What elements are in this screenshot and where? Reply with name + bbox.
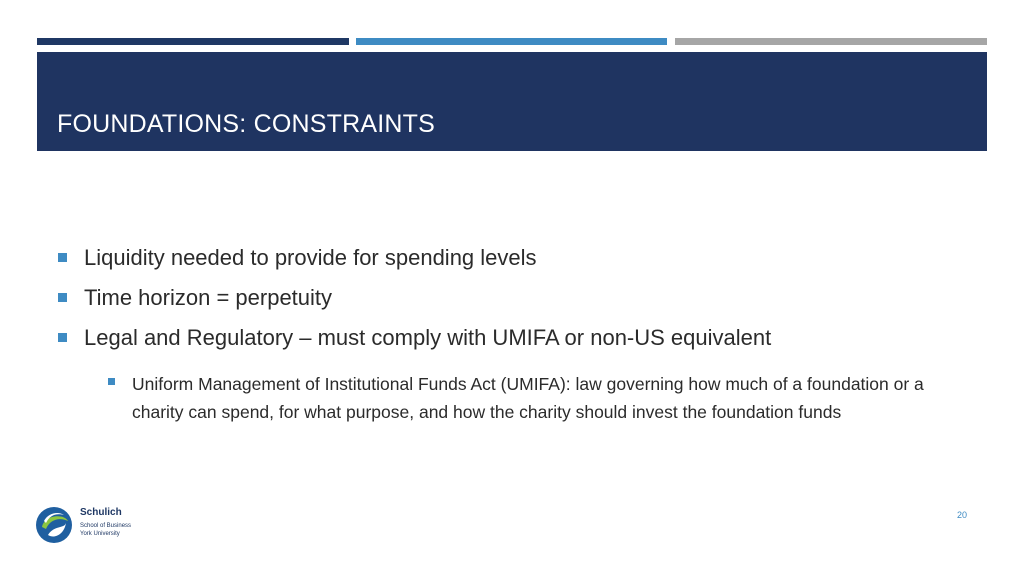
bullet-item: [58, 284, 998, 312]
bullet-item: [58, 244, 998, 272]
bullet-square-icon: [58, 253, 67, 262]
bullet-list: [58, 244, 998, 426]
header-accent-bar-gray: [675, 38, 987, 45]
schulich-logo-mark-icon: [34, 505, 74, 545]
logo-name: Schulich: [80, 507, 122, 518]
logo-subtitle: [80, 522, 131, 538]
page-number: 20: [957, 510, 968, 520]
bullet-square-icon: [58, 293, 67, 302]
bullet-text: Liquidity needed to provide for spending levels: [84, 245, 537, 270]
slide-title: FOUNDATIONS: CONSTRAINTS: [57, 110, 435, 138]
logo-line-1: School of Business: [80, 523, 132, 529]
header-accent-bar-navy: [37, 38, 349, 45]
sub-bullet-text: Uniform Management of Institutional Funds Act (UMIFA): law governing how much of a foundation or a charity can spend, for what purpose, and how the charity should invest the foundation funds: [132, 374, 924, 422]
title-band: [37, 52, 987, 151]
sub-bullet-square-icon: [108, 378, 115, 385]
schulich-logo: [34, 505, 134, 547]
bullet-square-icon: [58, 333, 67, 342]
sub-bullet-item: [108, 370, 972, 426]
logo-line-2: York University: [80, 531, 120, 537]
header-accent-bar-blue: [356, 38, 667, 45]
bullet-text: Legal and Regulatory – must comply with UMIFA or non-US equivalent: [84, 325, 772, 350]
bullet-item: [58, 324, 998, 352]
bullet-text: Time horizon = perpetuity: [84, 285, 333, 310]
